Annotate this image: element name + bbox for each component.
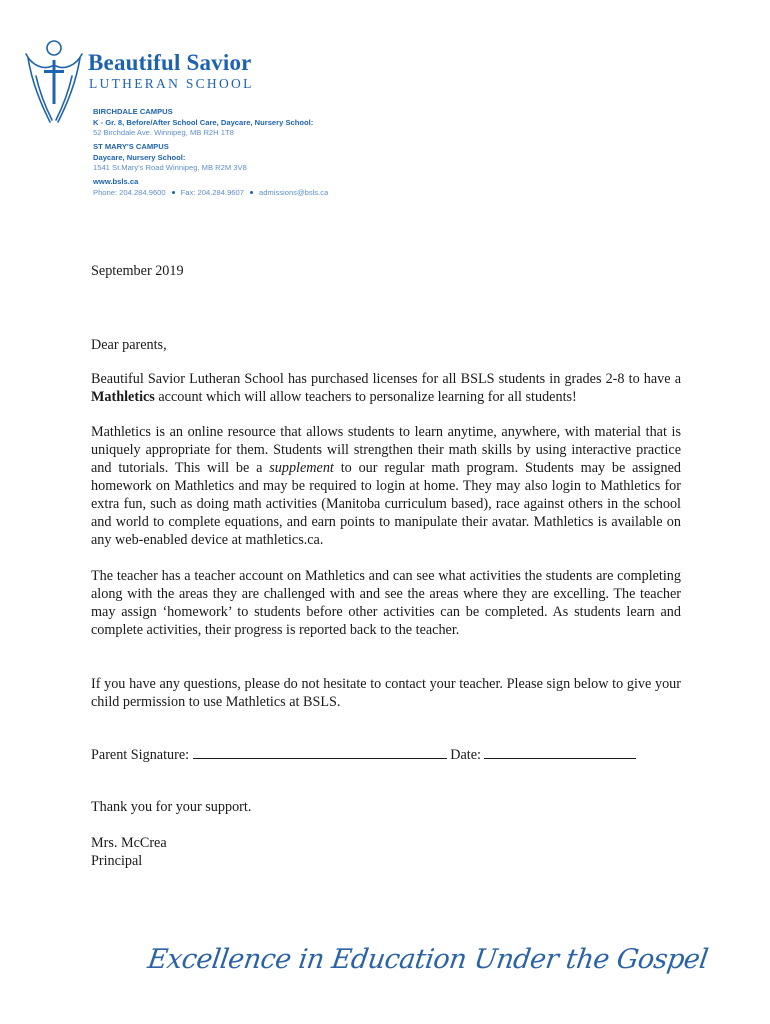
date-label: Date:: [450, 747, 481, 763]
bullet-separator: [250, 191, 253, 194]
salutation: Dear parents,: [91, 337, 167, 353]
supplement-italic: supplement: [269, 460, 334, 476]
parent-signature-label: Parent Signature:: [91, 747, 190, 763]
text-run: Beautiful Savior Lutheran School has purchased licenses for all BSLS students in grades 2-8 to have a: [91, 371, 681, 387]
parent-signature-field[interactable]: [193, 745, 447, 759]
school-motto: Excellence in Education Under the Gospel: [145, 944, 710, 975]
signature-line: [91, 745, 681, 764]
campus-st-marys: [93, 142, 247, 174]
bullet-separator: [172, 191, 175, 194]
contact-line: [93, 188, 328, 199]
website-link[interactable]: www.bsls.ca: [93, 177, 139, 186]
paragraph-about-mathletics: [91, 423, 681, 549]
campus-address: 52 Birchdale Ave. Winnipeg, MB R2H 1T8: [93, 128, 234, 137]
date-field[interactable]: [484, 745, 636, 759]
thank-you-line: Thank you for your support.: [91, 799, 252, 815]
fax-number: Fax: 204.284.9607: [180, 187, 244, 197]
text-run: account which will allow teachers to personalize learning for all students!: [154, 389, 577, 405]
text-run: to our regular math program. Students may be assigned homework on Mathletics and may be required to login at home. They may also login to Mathletics for extra fun, such as doing math activities (Manitoba curriculum based), race against others in the school and world to complete equations, and earn points to manipulate their avatar. Mathletics is available on any web-enabled device at mathletics.ca.: [91, 460, 681, 548]
angel-cross-logo-icon: [22, 36, 86, 128]
signer-name: Mrs. McCrea: [91, 835, 167, 851]
school-subtitle: LUTHERAN SCHOOL: [89, 76, 254, 91]
campus-name: BIRCHDALE CAMPUS: [93, 107, 173, 116]
campus-programs: Daycare, Nursery School:: [93, 152, 186, 162]
letter-date: September 2019: [91, 263, 184, 279]
paragraph-intro: [91, 370, 681, 406]
email-link[interactable]: admissions@bsls.ca: [258, 187, 329, 197]
signoff-block: [91, 834, 681, 870]
signer-title: Principal: [91, 853, 143, 869]
phone-number: Phone: 204.284.9600: [93, 187, 166, 197]
mathletics-bold: Mathletics: [91, 389, 155, 405]
paragraph-questions: If you have any questions, please do not hesitate to contact your teacher. Please sign below to give your child permission to use Mathletics at BSLS.: [91, 676, 681, 710]
school-name: Beautiful Savior: [88, 50, 252, 75]
paragraph-teacher-account: The teacher has a teacher account on Mathletics and can see what activities the students are completing along with the areas they are challenged with and see the areas where they are excelling. The teacher may assign ‘homework’ to students before other activities can be completed. As students learn and complete activities, their progress is reported back to the teacher.: [91, 568, 681, 638]
campus-birchdale: [93, 107, 313, 139]
campus-programs: K - Gr. 8, Before/After School Care, Daycare, Nursery School:: [93, 117, 314, 127]
text-run: Mathletics is an online resource that allows students to learn anytime, anywhere, with material that is uniquely appropriate for them. Students will strengthen their math skills by using interactive practice and tutorials. This will be a: [91, 424, 681, 476]
campus-name: ST MARY'S CAMPUS: [93, 142, 169, 151]
campus-address: 1541 St.Mary's Road Winnipeg, MB R2M 3V8: [93, 163, 247, 172]
contact-info: [93, 177, 328, 198]
